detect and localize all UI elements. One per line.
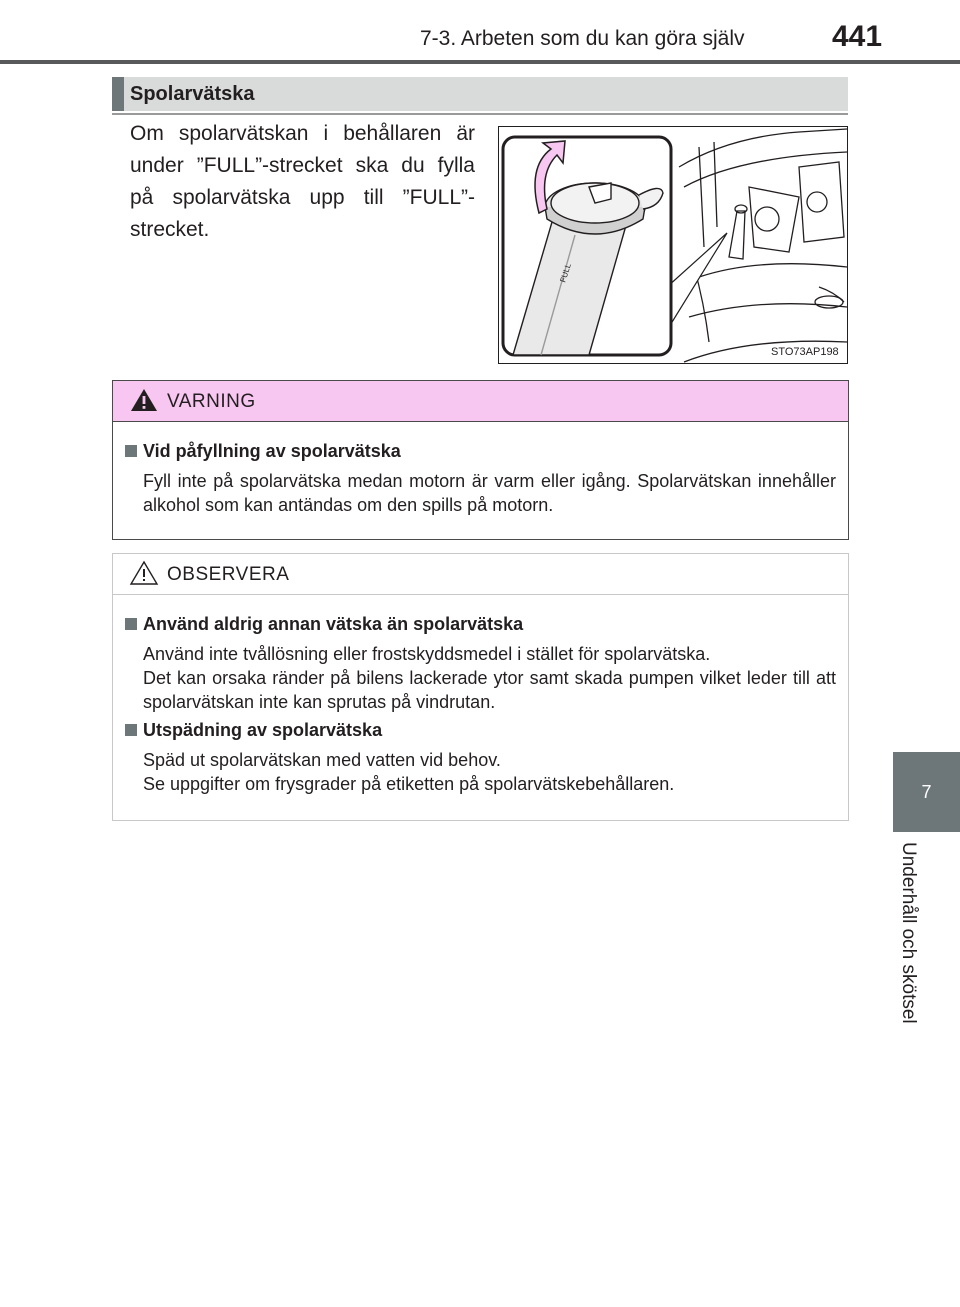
chapter-tab: 7 [893,752,960,832]
washer-reservoir-drawing [499,127,847,363]
caution-item [113,612,850,714]
warning-item-heading: Vid påfyllning av spolarvätska [113,439,850,463]
page-number: 441 [832,20,883,53]
caution-item-text: Späd ut spolarvätskan med vatten vid behov. Se uppgifter om frysgrader på etiketten på spolarvätskebehållaren. [143,750,675,794]
warning-box [112,380,849,540]
full-marker: FULL [558,262,573,284]
bullet-square-icon [125,618,137,630]
caution-item-heading: Utspädning av spolarvätska [113,718,850,742]
caution-item [113,718,850,796]
warning-triangle-icon [129,387,159,413]
caution-item-text: Använd inte tvållösning eller frostskyddsmedel i stället för spolarvätska. Det kan orsaka ränder på bilens lackerade ytor samt skada pumpen vilket leder till att spolarvätskan inte kan sprutas på vindrutan. [143,644,836,712]
washer-fluid-illustration [498,126,848,364]
warning-title: VARNING [167,391,256,412]
bullet-square-icon [125,445,137,457]
section-rule [112,113,848,115]
image-code: STO73AP198 [771,346,839,358]
intro-text: Om spolarvätskan i behållaren är under ”FULL”-strecket ska du fylla på spolarvätska upp till ”FULL”-strecket. [130,122,475,241]
warning-header [113,381,848,422]
section-heading: Spolarvätska [112,77,848,111]
warning-item [113,439,850,517]
caution-box [112,553,849,821]
caution-header [113,554,848,595]
header-title: 7-3. Arbeten som du kan göra själv [420,27,745,50]
caution-title: OBSERVERA [167,564,290,585]
caution-triangle-icon [129,560,159,586]
header-rule [0,60,960,64]
warning-item-text: Fyll inte på spolarvätska medan motorn är varm eller igång. Spolarvätskan innehåller alkohol som kan antändas om den spills på motorn. [143,471,836,515]
bullet-square-icon [125,724,137,736]
caution-item-heading: Använd aldrig annan vätska än spolarvätska [113,612,850,636]
chapter-label: Underhåll och skötsel [898,842,919,1024]
